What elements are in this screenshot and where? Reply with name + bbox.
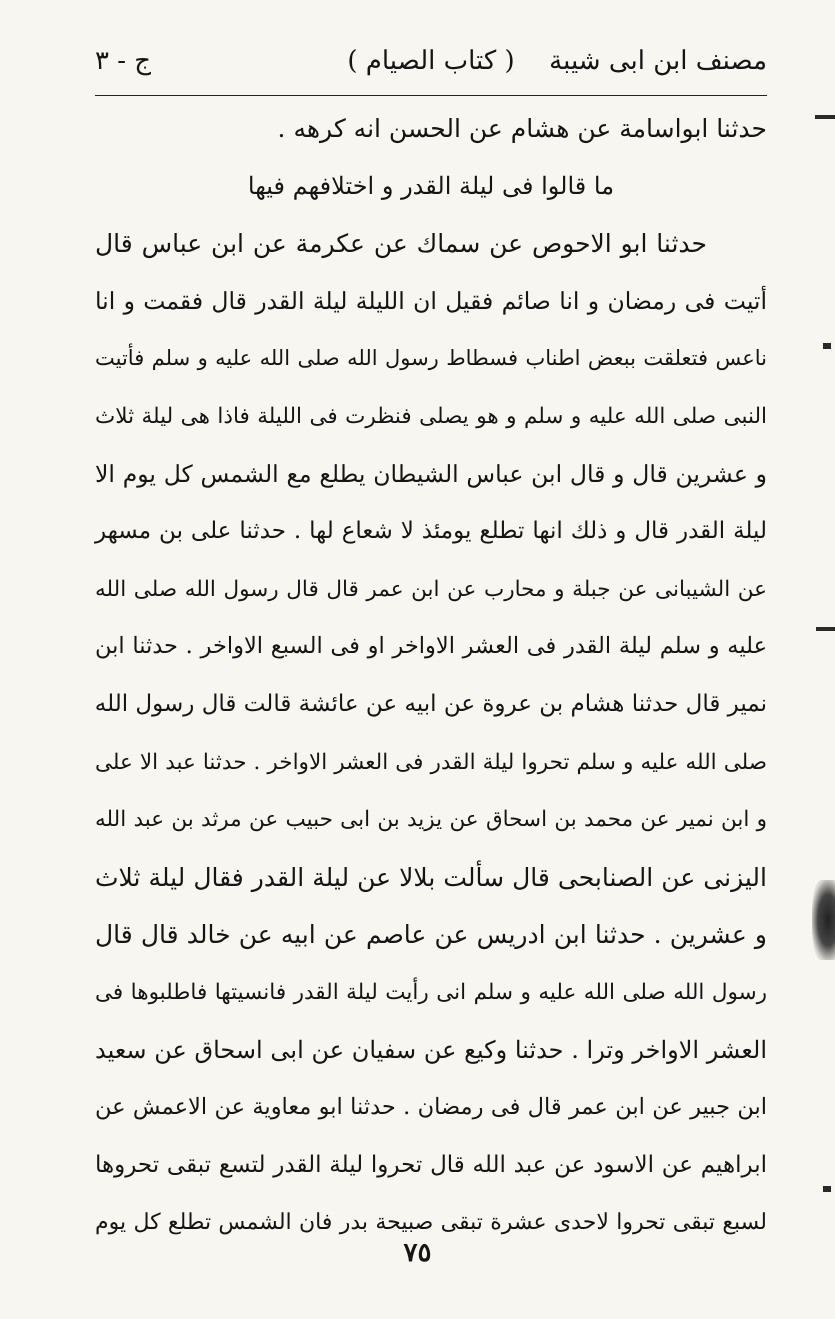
section-heading: ما قالوا فی لیلة القدر و اختلافهم فیها xyxy=(247,171,615,200)
text-line: و عشرین . حدثنا ابن ادریس عن عاصم عن ابیه عن خالد قال قال xyxy=(95,920,767,950)
margin-mark xyxy=(815,115,835,119)
body-text xyxy=(95,100,767,1252)
text-line: لسبع تبقی تحروا لاحدی عشرة تبقی صبیحة بدر فان الشمس تطلع کل یوم xyxy=(95,1210,767,1236)
text-line: النبی صلی الله علیه و سلم و هو یصلی فنظرت فی اللیلة فاذا هی لیلة ثلاث xyxy=(95,403,767,429)
text-line: حدثنا ابو الاحوص عن سماك عن عکرمة عن ابن عباس قال xyxy=(95,229,707,259)
text-line: ناعس فتعلقت ببعض اطناب فسطاط رسول الله صلی الله علیه و سلم فأتیت xyxy=(95,346,767,371)
text-line: و عشرین قال و قال ابن عباس الشیطان یطلع مع الشمس کل یوم الا xyxy=(95,459,767,488)
text-line: عن الشیبانی عن جبلة و محارب عن ابن عمر قال قال رسول الله صلی الله xyxy=(95,576,767,602)
ink-smudge xyxy=(812,880,835,960)
text-line: نمیر قال حدثنا هشام بن عروة عن ابیه عن عائشة قالت قال رسول الله xyxy=(94,690,767,717)
text-line: صلی الله علیه و سلم تحروا لیلة القدر فی العشر الاواخر . حدثنا عبد الا علی xyxy=(95,749,767,775)
text-line: أتیت فی رمضان و انا صائم فقیل ان اللیلة لیلة القدر قال فقمت و انا xyxy=(95,286,767,315)
text-line: لیلة القدر قال و ذلك انها تطلع یومئذ لا شعاع لها . حدثنا علی بن مسهر xyxy=(95,518,767,545)
text-line: ابراهیم عن الاسود عن عبد الله قال تحروا لیلة القدر لتسع تبقی تحروها xyxy=(95,1151,767,1178)
margin-mark xyxy=(823,343,831,349)
text-line: العشر الاواخر وترا . حدثنا وکیع عن سفیان عن ابی اسحاق عن سعید xyxy=(95,1035,767,1064)
chapter-title: ( کتاب الصیام ) xyxy=(347,46,515,76)
text-line: رسول الله صلی الله علیه و سلم انی رأیت لیلة القدر فانسیتها فاطلبوها فی xyxy=(95,979,767,1005)
book-title: مصنف ابن ابی شیبة xyxy=(549,46,767,76)
text-line: ابن جبیر عن ابن عمر قال فی رمضان . حدثنا ابو معاویة عن الاعمش عن xyxy=(95,1094,767,1121)
margin-mark xyxy=(816,627,835,631)
text-line: حدثنا ابواسامة عن هشام عن الحسن انه کرهه . xyxy=(277,114,767,143)
page-number: ٧٥ xyxy=(403,1238,432,1268)
margin-mark xyxy=(823,1186,831,1192)
text-line: و ابن نمیر عن محمد بن اسحاق عن یزید بن ابی حبیب عن مرثد بن عبد الله xyxy=(95,807,767,833)
header-divider xyxy=(95,95,767,96)
text-line: علیه و سلم لیلة القدر فی العشر الاواخر او فی السبع الاواخر . حدثنا ابن xyxy=(95,633,767,660)
running-header xyxy=(95,40,767,92)
volume-number: ج - ٣ xyxy=(95,46,152,76)
text-line: الیزنی عن الصنابحی قال سألت بلالا عن لیلة القدر فقال لیلة ثلاث xyxy=(95,862,767,892)
